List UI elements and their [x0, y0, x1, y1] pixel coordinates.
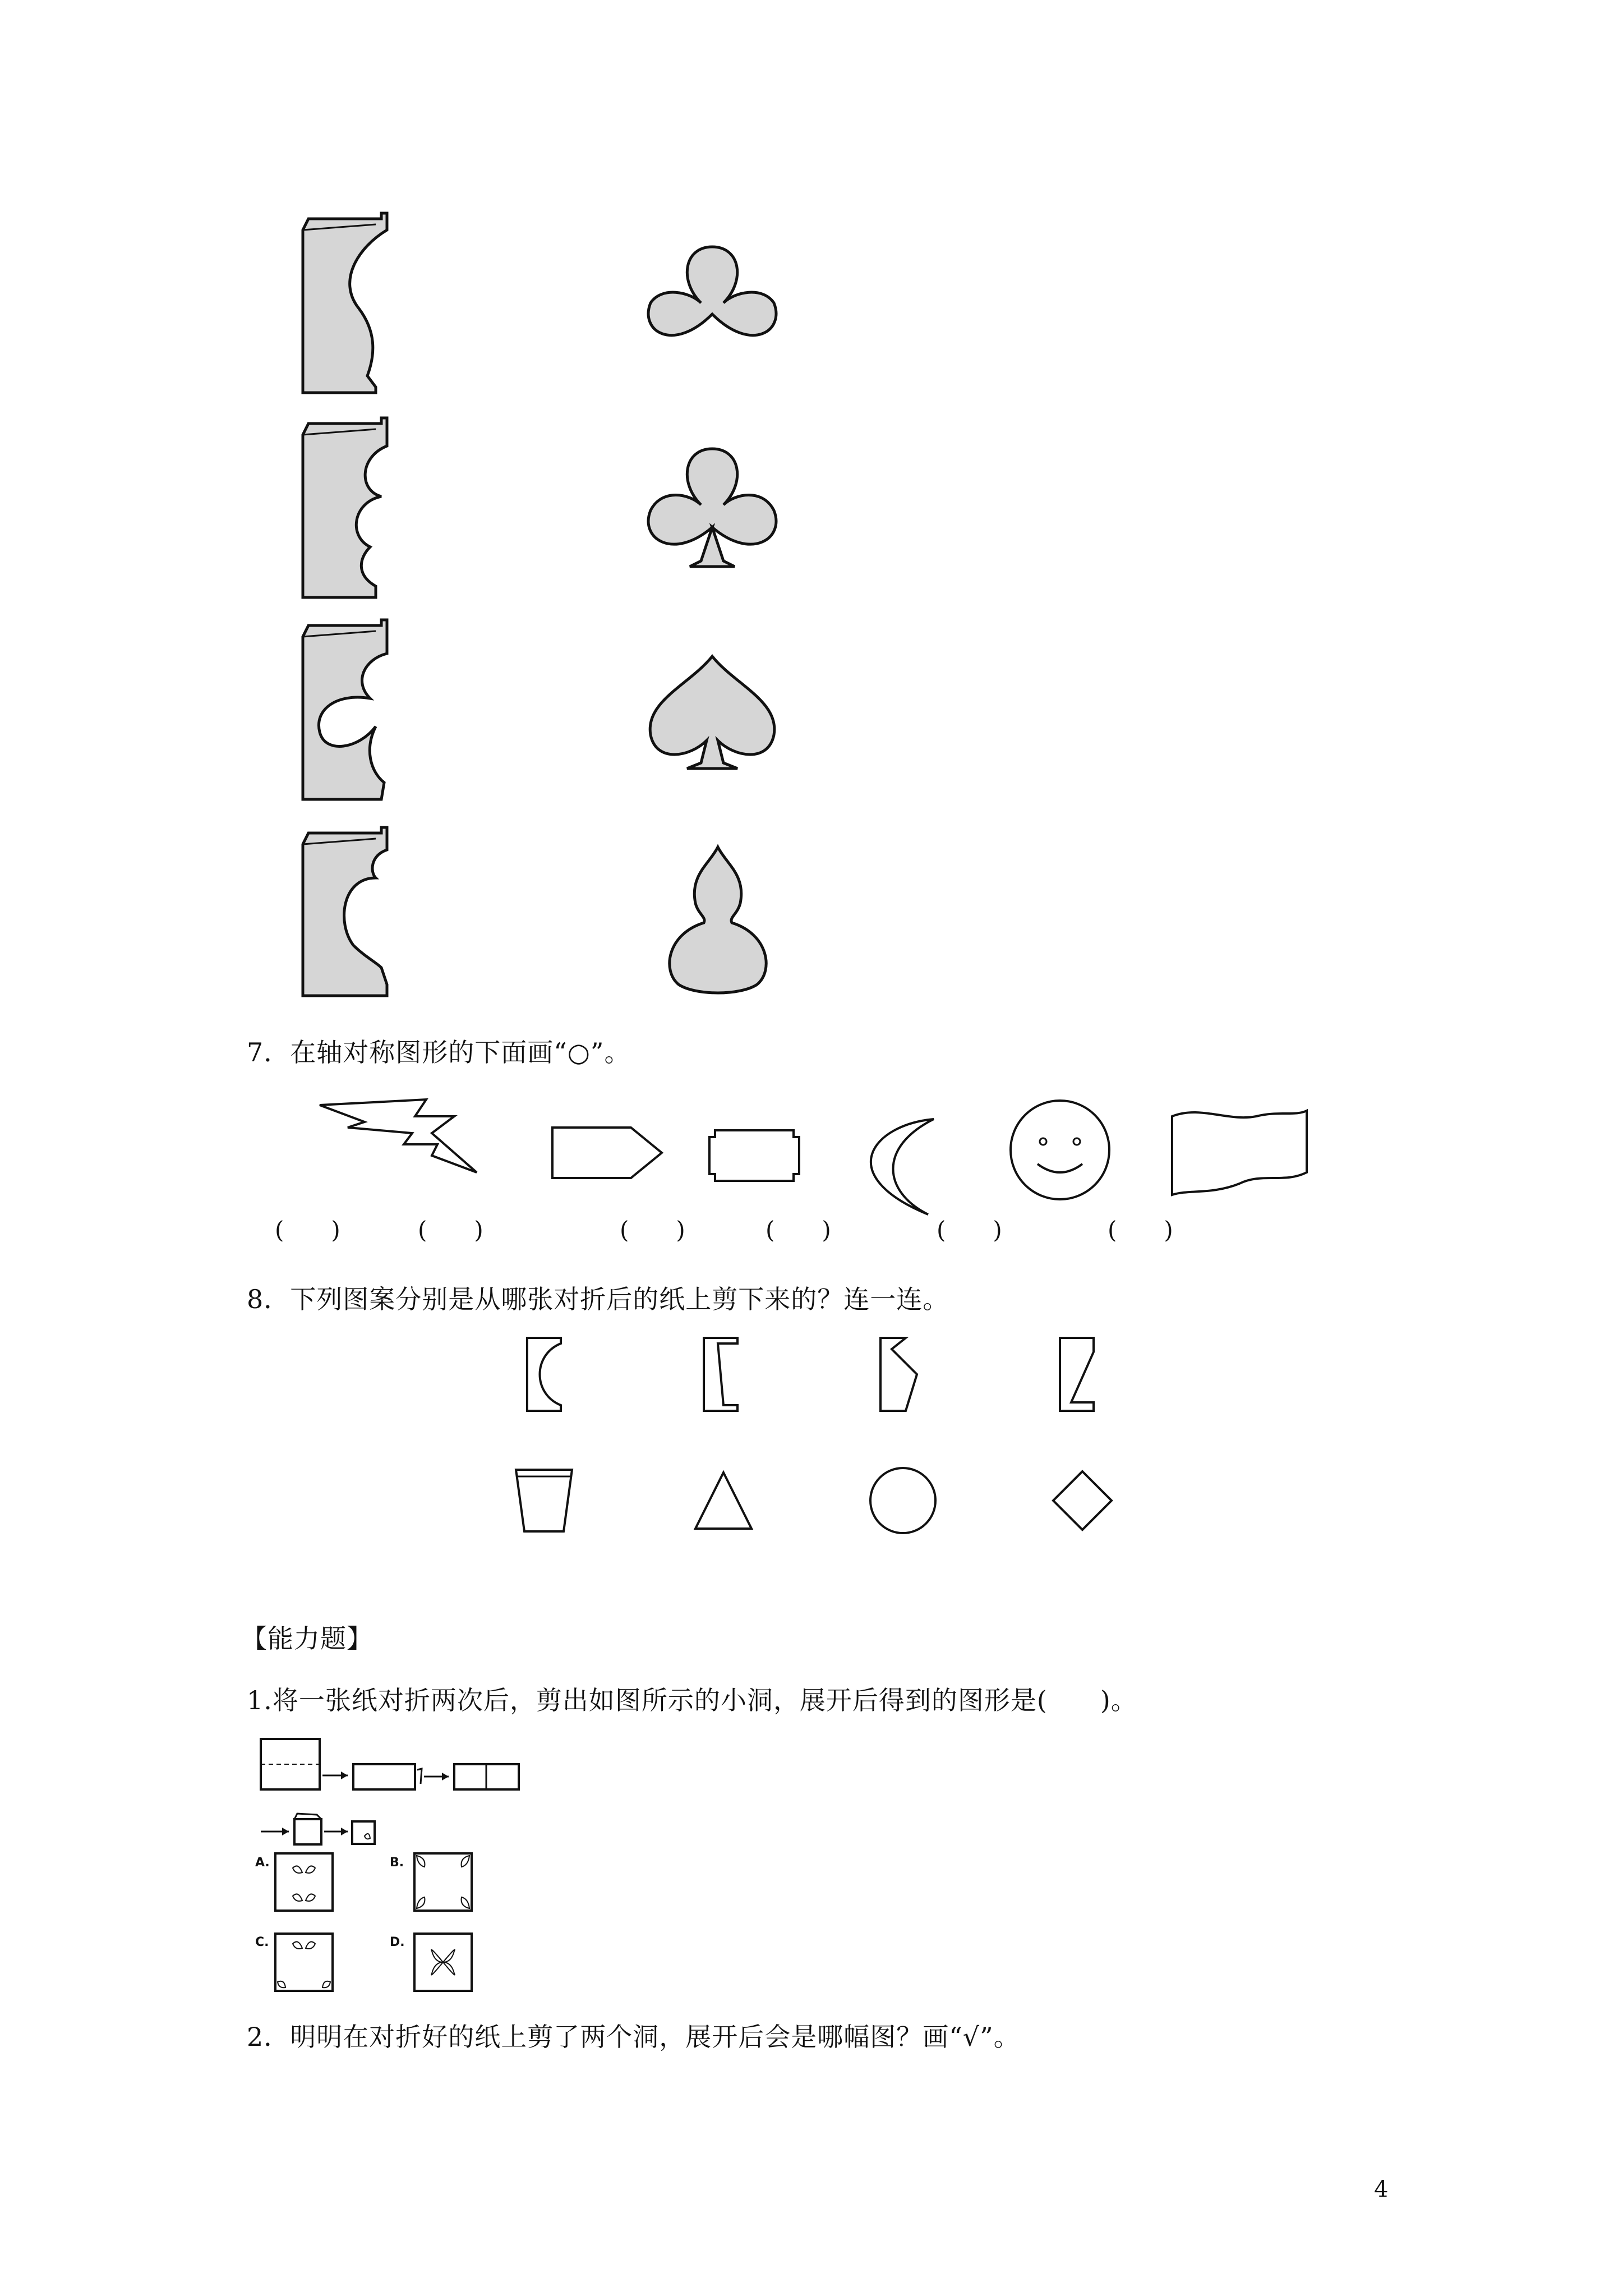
pentagon-arrow-icon [547, 1122, 670, 1184]
notched-rectangle-icon [704, 1125, 805, 1186]
folded-paper-half-gourd [292, 816, 404, 1001]
folded-paper-half-heart-leaves [292, 614, 404, 805]
smiley-face-icon [1004, 1094, 1116, 1206]
page-number: 4 [1374, 2177, 1389, 2202]
ability-heading: 【能力题】 [241, 1623, 373, 1654]
lightning-icon [314, 1094, 488, 1184]
circle-icon [866, 1464, 939, 1537]
half-circle-cut-icon [522, 1335, 566, 1414]
clover-icon [639, 241, 785, 370]
option-c-figure[interactable] [273, 1931, 335, 1993]
crescent-icon [838, 1114, 939, 1220]
club-icon [639, 443, 785, 589]
trapezoid-cup-icon [510, 1464, 578, 1537]
half-diamond-cut-icon [1054, 1335, 1099, 1414]
blank-3[interactable]: ( ) [620, 1216, 685, 1244]
diamond-icon [1049, 1467, 1116, 1534]
question-8-text: 8．下列图案分别是从哪张对折后的纸上剪下来的？连一连。 [247, 1284, 949, 1314]
folding-steps-diagram [258, 1736, 527, 1865]
blank-5[interactable]: ( ) [937, 1216, 1002, 1244]
ability-question-2-text: 2．明明在对折好的纸上剪了两个洞，展开后会是哪幅图？画“√”。 [247, 2022, 1020, 2052]
gourd-icon [662, 841, 774, 999]
option-b-figure[interactable] [412, 1851, 474, 1913]
option-a-label: A. [255, 1856, 270, 1870]
folded-paper-half-club [292, 412, 404, 603]
blank-4[interactable]: ( ) [766, 1216, 831, 1244]
blank-6[interactable]: ( ) [1108, 1216, 1173, 1244]
blank-1[interactable]: ( ) [275, 1216, 340, 1244]
option-d-figure[interactable] [412, 1931, 474, 1993]
blank-2[interactable]: ( ) [418, 1216, 483, 1244]
half-trapezoid-cut-icon [698, 1335, 743, 1414]
triangle-icon [690, 1467, 757, 1534]
option-a-figure[interactable] [273, 1851, 335, 1913]
option-d-label: D. [390, 1935, 405, 1949]
option-c-label: C. [255, 1935, 269, 1949]
option-b-label: B. [390, 1856, 404, 1870]
ability-question-1-text: 1.将一张纸对折两次后，剪出如图所示的小洞，展开后得到的图形是( )。 [247, 1685, 1137, 1715]
waving-flag-icon [1166, 1105, 1312, 1206]
folded-paper-half-spade [292, 208, 404, 398]
question-7-text: 7．在轴对称图形的下面画“○”。 [247, 1037, 631, 1068]
spade-icon [639, 651, 785, 785]
half-triangle-cut-icon [875, 1335, 925, 1414]
